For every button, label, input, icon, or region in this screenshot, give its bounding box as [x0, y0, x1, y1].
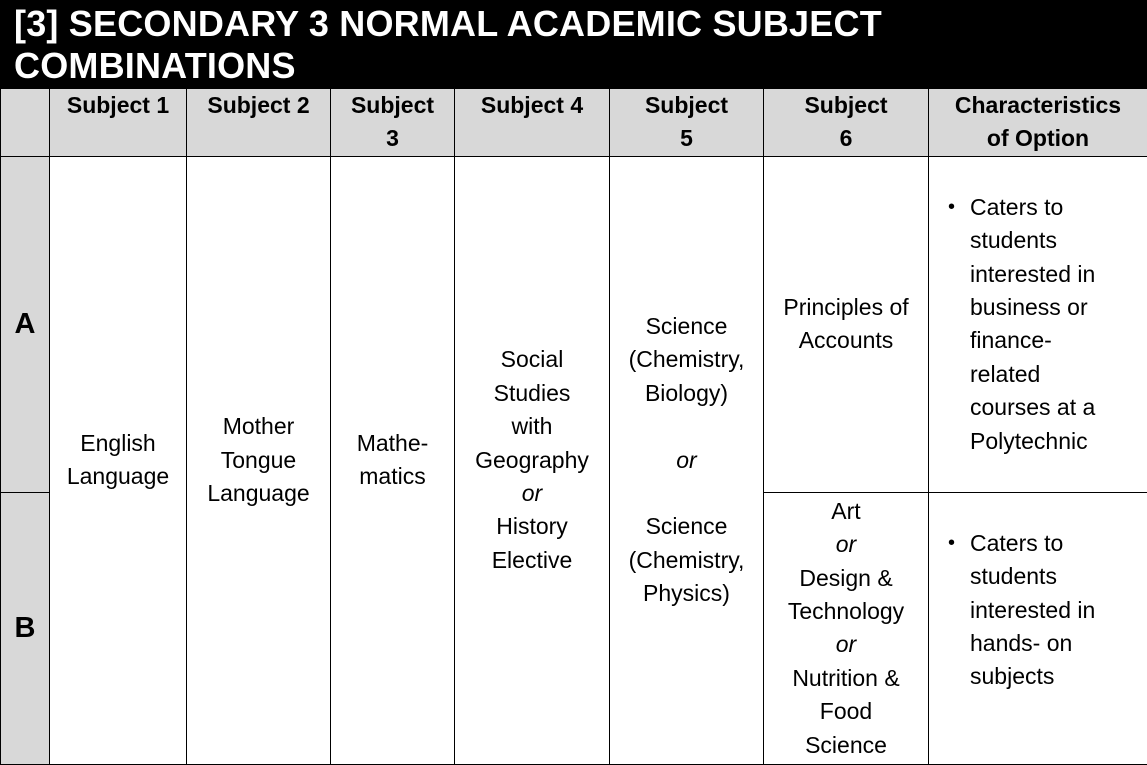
subject-5-line: Science [610, 510, 763, 543]
title-banner [0, 0, 1147, 88]
subject-4-or: or [455, 477, 609, 510]
subject-6-b-line: Science [764, 729, 928, 762]
row-label-a: A [1, 156, 50, 492]
characteristics-a-line: students [970, 224, 1147, 257]
header-subject-3 [331, 89, 455, 157]
title-line-2: COMBINATIONS [14, 45, 1133, 87]
subject-6-a-line: Accounts [764, 324, 928, 357]
subject-5-line: Biology) [610, 377, 763, 410]
characteristics-a-item [929, 191, 1147, 458]
header-subject-6-line: Subject [764, 89, 928, 122]
header-subject-1-label: Subject 1 [67, 92, 169, 118]
subject-5-line: Physics) [610, 577, 763, 610]
header-subject-6 [764, 89, 929, 157]
subject-2-line: Language [187, 477, 330, 510]
subject-2-cell [187, 156, 331, 764]
characteristics-a-line: courses at a [970, 391, 1147, 424]
header-characteristics-line-1: Characteristics [929, 89, 1147, 122]
characteristics-a-list [929, 191, 1147, 458]
header-subject-4 [455, 89, 610, 157]
subject-4-line: with [455, 410, 609, 443]
subject-6-b-art: Art [764, 495, 928, 528]
subject-6-b-line: Technology [764, 595, 928, 628]
header-subject-3-line: Subject [331, 89, 454, 122]
header-subject-5-number: 5 [610, 122, 763, 155]
header-subject-5-line: Subject [610, 89, 763, 122]
header-row [1, 89, 1147, 157]
subject-6-option-a-cell [764, 156, 929, 492]
characteristics-b-line: hands- on [970, 627, 1147, 660]
subject-6-option-b-cell [764, 492, 929, 764]
option-a-row [1, 156, 1147, 492]
characteristics-a-line: interested in [970, 258, 1147, 291]
header-subject-4-label: Subject 4 [481, 92, 583, 118]
header-subject-1 [50, 89, 187, 157]
subject-6-b-or: or [764, 528, 928, 561]
corner-cell [1, 89, 50, 157]
characteristics-b-line: interested in [970, 594, 1147, 627]
subject-4-line: Studies [455, 377, 609, 410]
subject-4-line: Elective [455, 544, 609, 577]
characteristics-a-line: business or [970, 291, 1147, 324]
characteristics-a-line: related [970, 358, 1147, 391]
title-line-1: [3] SECONDARY 3 NORMAL ACADEMIC SUBJECT [14, 3, 1133, 45]
page-title [14, 3, 1133, 87]
subject-6-b-or: or [764, 628, 928, 661]
characteristics-a-line: Polytechnic [970, 425, 1147, 458]
subject-3-line: Mathe- [331, 427, 454, 460]
subject-1-line: Language [50, 460, 186, 493]
combinations-table [0, 88, 1147, 765]
characteristics-b-line: subjects [970, 660, 1147, 693]
subject-4-line: Social [455, 343, 609, 376]
subject-4-line: History [455, 510, 609, 543]
characteristics-option-a-cell [929, 156, 1147, 492]
header-subject-2-label: Subject 2 [207, 92, 309, 118]
header-subject-2 [187, 89, 331, 157]
subject-6-b-line: Nutrition & [764, 662, 928, 695]
characteristics-b-line: students [970, 560, 1147, 593]
subject-5-or: or [610, 444, 763, 477]
subject-3-line: matics [331, 460, 454, 493]
subject-2-line: Tongue [187, 444, 330, 477]
subject-5-gap [610, 410, 763, 443]
subject-6-b-line: Design & [764, 562, 928, 595]
header-subject-6-number: 6 [764, 122, 928, 155]
subject-5-cell [610, 156, 764, 764]
subject-2-line: Mother [187, 410, 330, 443]
subject-5-gap [610, 477, 763, 510]
subject-5-line: (Chemistry, [610, 343, 763, 376]
characteristics-a-line: Caters to [970, 191, 1147, 224]
subject-1-cell [50, 156, 187, 764]
header-subject-3-number: 3 [331, 122, 454, 155]
bullet-icon: • [948, 527, 955, 560]
subject-6-b-line: Food [764, 695, 928, 728]
characteristics-option-b-cell [929, 492, 1147, 764]
subject-6-a-line: Principles of [764, 291, 928, 324]
row-label-b: B [1, 492, 50, 764]
header-characteristics-line-2: of Option [929, 122, 1147, 155]
subject-4-cell [455, 156, 610, 764]
subject-4-line: Geography [455, 444, 609, 477]
subject-5-line: (Chemistry, [610, 544, 763, 577]
subject-5-line: Science [610, 310, 763, 343]
header-characteristics [929, 89, 1147, 157]
subject-1-line: English [50, 427, 186, 460]
bullet-icon: • [948, 191, 955, 224]
characteristics-b-list [929, 527, 1147, 694]
characteristics-b-item [929, 527, 1147, 694]
characteristics-b-line: Caters to [970, 527, 1147, 560]
subject-3-cell [331, 156, 455, 764]
characteristics-a-line: finance- [970, 324, 1147, 357]
header-subject-5 [610, 89, 764, 157]
